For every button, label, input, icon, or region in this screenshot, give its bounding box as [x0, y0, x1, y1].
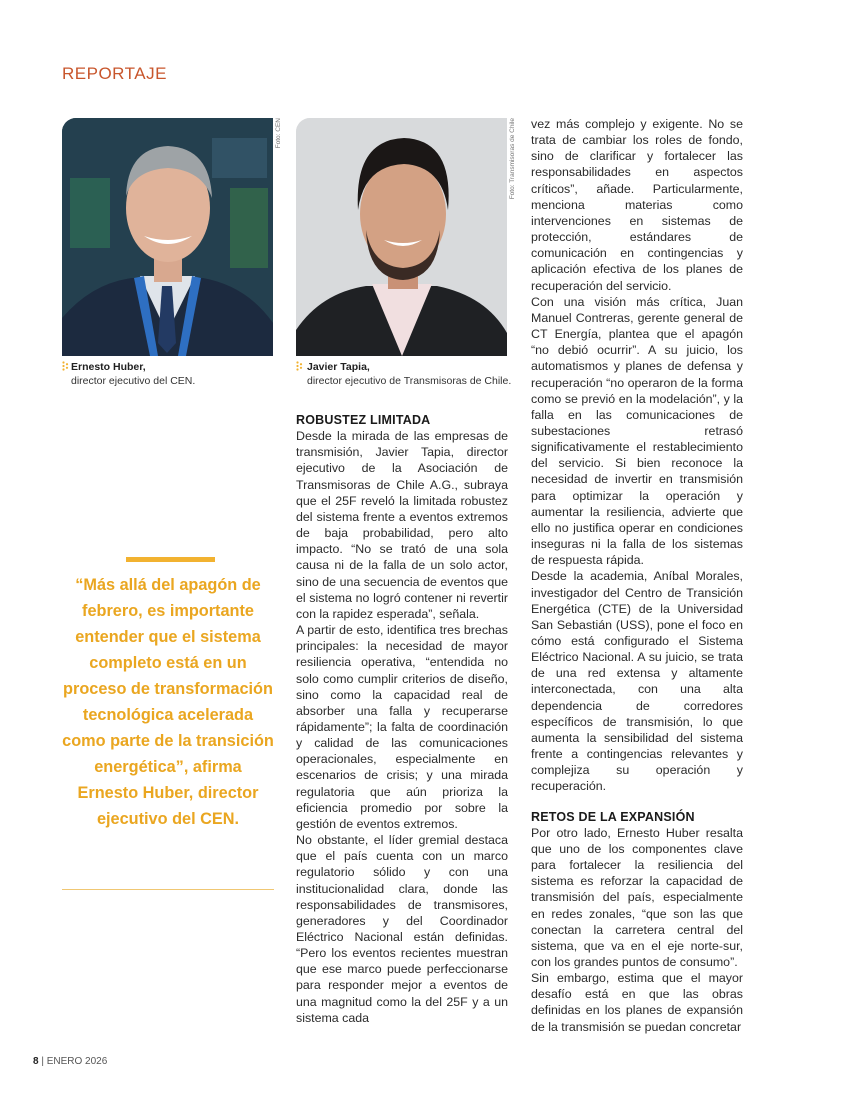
- caption-tapia: [307, 360, 511, 388]
- portrait-huber-illustration: [62, 118, 273, 356]
- photo-javier-tapia: [296, 118, 507, 356]
- paragraph: Con una visión más crítica, Juan Manuel Contreras, gerente general de CT Energía, plantea que el apagón “no debió ocurrir”. A su juicio, los automatismos y planes de defensa y recuperación “no operaron de la forma como se previó en la modelación”, y la falla en las comunicaciones de subestaciones retrasó significativamente el restablecimiento del servicio. Si bien reconoce la necesidad de invertir en transmisión para optimizar la operación y aumentar la resiliencia, advierte que ello no justifica operar en condiciones inseguras ni la falla de los sistemas de respuesta rápida.: [531, 294, 743, 568]
- pull-quote-bottom-rule: [62, 889, 274, 890]
- subheading-retos: RETOS DE LA EXPANSIÓN: [531, 809, 695, 824]
- caption-name: Ernesto Huber,: [71, 361, 146, 373]
- paragraph: Desde la academia, Aníbal Morales, investigador del Centro de Transición Energética (CTE) de la Universidad San Sebastián (USS), pone el foco en cómo está configurado el Sistema Eléctrico Nacional. A su juicio, se trata de una red extensa y altamente interconectada, con una alta dependencia de corredores específicos de transmisión, lo que aumenta la sensibilidad del sistema frente a contingencias relevantes y complejiza su operación y recuperación.: [531, 569, 743, 794]
- caption-dots-icon: [296, 361, 304, 373]
- paragraph: vez más complejo y exigente. No se trata de cambiar los roles de fondo, sino de clarificar y fortalecer las responsabilidades en aspectos críticos”, añade. Particularmente, menciona materias como intervenciones en sistemas de protección, estándares de comunicación en contingencias y aplicación efectiva de los planes de recuperación del servicio.: [531, 117, 743, 293]
- photo-credit-tapia: Foto: Transmisoras de Chile: [509, 118, 516, 200]
- paragraph: A partir de esto, identifica tres brechas principales: la necesidad de mayor resiliencia operativa, “entendida no solo como cumplir criterios de diseño, sino como la capacidad real de absorber una falla y recuperarse rápidamente”; la falta de coordinación y calidad de las comunicaciones operacionales, especialmente en escenarios de crisis; y una mirada regulatoria que aún prioriza la eficiencia promedio por sobre la gestión de eventos extremos.: [296, 623, 508, 831]
- caption-role: director ejecutivo de Transmisoras de Chile.: [307, 375, 512, 387]
- issue-label: | ENERO 2026: [41, 1056, 108, 1067]
- paragraph: Desde la mirada de las empresas de transmisión, Javier Tapia, director ejecutivo de la Asociación de Transmisoras de Chile A.G., subraya que el 25F reveló la limitada robustez del sistema frente a eventos extremos de baja probabilidad, pero alto impacto. “No se trató de una sola causa ni de la falla de un solo actor, sino de una secuencia de eventos que el sistema no logró contener ni revertir con la rapidez esperada”, señala.: [296, 429, 508, 621]
- paragraph: No obstante, el líder gremial destaca que el país cuenta con un marco regulatorio sólido y con una institucionalidad clara, donde las responsabilidades de transmisores, generadores y del Coordinador Eléctrico Nacional están definidas. “Pero los eventos recientes muestran que ese marco puede perfeccionarse para responder mejor a eventos de una magnitud como la del 25F y a un sistema cada: [296, 833, 508, 1025]
- pull-quote-top-bar: [126, 557, 215, 562]
- page-footer: [33, 1056, 107, 1067]
- caption-huber: [71, 360, 195, 388]
- photo-credit-huber: Foto: CEN: [275, 118, 282, 149]
- article-column-right: [531, 116, 743, 1035]
- portrait-tapia-illustration: [296, 118, 507, 356]
- photo-ernesto-huber: [62, 118, 273, 356]
- subheading-robustez: ROBUSTEZ LIMITADA: [296, 413, 431, 427]
- caption-role: director ejecutivo del CEN.: [71, 375, 196, 387]
- pull-quote: “Más allá del apagón de febrero, es importante entender que el sistema completo está en un proceso de transformación tecnológica acelerada como parte de la transición energética”, afirma Ernesto Huber, director ejecutivo del CEN.: [62, 576, 274, 828]
- page-number: 8: [33, 1056, 39, 1067]
- caption-dots-icon: [62, 361, 70, 373]
- section-label: REPORTAJE: [62, 64, 167, 83]
- paragraph: Sin embargo, estima que el mayor desafío está en que las obras definidas en los planes de expansión de la transmisión se puedan concretar: [531, 971, 743, 1034]
- caption-name: Javier Tapia,: [307, 361, 370, 373]
- paragraph: Por otro lado, Ernesto Huber resalta que uno de los componentes clave para fortalecer la resiliencia del sistema es reforzar la capacidad de transmisión del país, especialmente en redes zonales, “que son las que conectan la carretera central del sistema, que va en el eje norte-sur, con los grandes puntos de consumo”.: [531, 825, 743, 969]
- article-column-middle: [296, 412, 508, 1026]
